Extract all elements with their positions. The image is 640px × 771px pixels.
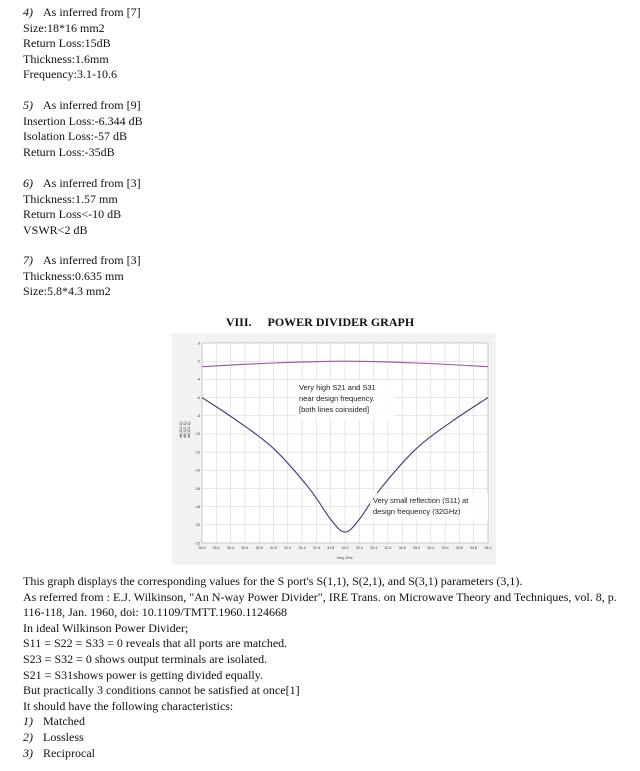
y-tick-label: -4	[196, 377, 200, 382]
list-item: 1) Matched	[23, 714, 85, 729]
ref-heading: As inferred from [7]	[43, 5, 141, 19]
y-tick-label: -8	[196, 414, 200, 419]
x-tick-label: 33.0	[413, 546, 420, 550]
y-tick-label: 0	[198, 341, 200, 346]
legend-entry: dB(S(2,1))	[183, 421, 187, 438]
ref-line: Return Loss<-10 dB	[23, 207, 122, 221]
y-tick-label: -16	[194, 486, 200, 491]
y-tick-label: -12	[194, 450, 200, 455]
s-parameter-chart	[172, 333, 496, 565]
x-tick-label: 31.0	[270, 546, 277, 550]
reference-paragraph: As referred from : E.J. Wilkinson, "An N-way Power Divider", IRE Trans. on Microwave Theory and Techniques, vol. 8, p. 116-118, Jan. 1960, doi: 10.1109/TMTT.1960.1124668	[23, 589, 617, 620]
paragraph: But practically 3 conditions cannot be satisfied at once[1]	[23, 683, 300, 698]
x-tick-label: 30.4	[227, 546, 235, 550]
x-tick-label: 31.6	[312, 546, 320, 550]
ref-line: Size:18*16 mm2	[23, 20, 105, 35]
x-axis-label: freq, GHz	[337, 556, 353, 560]
x-tick-label: 30.6	[241, 546, 249, 550]
annotation-line: near design frequency.	[299, 394, 375, 403]
x-tick-labels	[199, 546, 492, 550]
ref-number: 5)	[23, 98, 33, 112]
x-tick-label: 32.0	[341, 546, 349, 550]
ref-line: Insertion Loss:-6.344 dB	[23, 113, 143, 128]
legend	[179, 421, 191, 438]
x-tick-label: 32.2	[355, 546, 363, 550]
annotation-s11	[370, 493, 488, 521]
annotation-line: [both lines coinsided]	[299, 405, 370, 414]
x-tick-label: 31.8	[327, 546, 335, 550]
list-item: 2) Lossless	[23, 729, 84, 744]
chart-svg	[172, 333, 496, 565]
ref-line: VSWR<2 dB	[23, 222, 88, 237]
x-tick-label: 32.4	[370, 546, 378, 550]
ref-line: Thickness:1.6mm	[23, 51, 109, 66]
ref-number: 4)	[23, 5, 33, 19]
y-tick-label: -2	[196, 359, 200, 364]
ref-item-4	[23, 5, 141, 83]
legend-entry: dB(S(1,1))	[179, 421, 183, 438]
x-tick-label: 31.2	[284, 546, 292, 550]
paragraph: S11 = S22 = S33 = 0 reveals that all ports are matched.	[23, 636, 288, 651]
ref-line: Return Loss:15dB	[23, 36, 111, 50]
y-tick-label: -10	[194, 432, 200, 437]
x-tick-label: 34.0	[484, 546, 492, 550]
x-tick-label: 33.6	[455, 546, 463, 550]
ref-heading: As inferred from [3]	[43, 176, 141, 190]
x-tick-label: 32.6	[384, 546, 392, 550]
annotation-s21-s31	[295, 380, 395, 420]
body-text	[23, 574, 623, 761]
ref-heading: As inferred from [3]	[43, 253, 141, 267]
ref-item-5	[23, 98, 143, 160]
ref-line: Frequency:3.1-10.6	[23, 67, 117, 81]
section-heading: POWER DIVIDER GRAPH	[267, 315, 415, 329]
x-tick-label: 33.8	[470, 546, 478, 550]
ref-number: 6)	[23, 176, 33, 190]
ref-line: Thickness:0.635 mm	[23, 268, 124, 283]
paragraph: S21 = S31shows power is getting divided equally.	[23, 667, 263, 682]
ref-number: 7)	[23, 253, 33, 267]
annotation-line: Very small reflection (S11) at	[373, 496, 469, 505]
y-tick-label: -22	[194, 541, 200, 546]
annotation-line: design frequency (32GHz)	[373, 507, 461, 516]
paragraph: This graph displays the corresponding values for the S port's S(1,1), S(2,1), and S(3,1) parameters (3,1).	[23, 574, 523, 588]
x-tick-label: 30.0	[198, 546, 206, 550]
list-item: 3) Reciprocal	[23, 745, 95, 760]
ref-item-6	[23, 176, 141, 238]
paragraph: In ideal Wilkinson Power Divider;	[23, 620, 189, 635]
ref-line: Size:5.8*4.3 mm2	[23, 284, 111, 298]
ref-heading: As inferred from [9]	[43, 98, 141, 112]
x-tick-label: 31.4	[298, 546, 306, 550]
ref-item-7	[23, 253, 141, 300]
ref-line: Thickness:1.57 mm	[23, 191, 118, 206]
y-tick-label: -18	[194, 504, 200, 509]
y-tick-label: -14	[194, 468, 200, 473]
ref-line: Return Loss:-35dB	[23, 144, 115, 159]
section-title	[0, 315, 640, 330]
annotation-line: Very high S21 and S31	[299, 383, 376, 392]
x-tick-label: 33.2	[427, 546, 435, 550]
ref-line: Isolation Loss:-57 dB	[23, 129, 127, 143]
paragraph: S23 = S32 = 0 shows output terminals are isolated.	[23, 651, 268, 666]
section-numeral: VIII.	[225, 315, 252, 329]
y-tick-label: -20	[194, 523, 200, 528]
x-tick-label: 30.8	[255, 546, 263, 550]
x-tick-label: 30.2	[212, 546, 220, 550]
legend-entry: dB(S(3,1))	[187, 421, 191, 438]
y-tick-label: -6	[196, 395, 200, 400]
paragraph: It should have the following characteristics:	[23, 698, 234, 713]
x-tick-label: 32.8	[398, 546, 406, 550]
x-tick-label: 33.4	[441, 546, 449, 550]
